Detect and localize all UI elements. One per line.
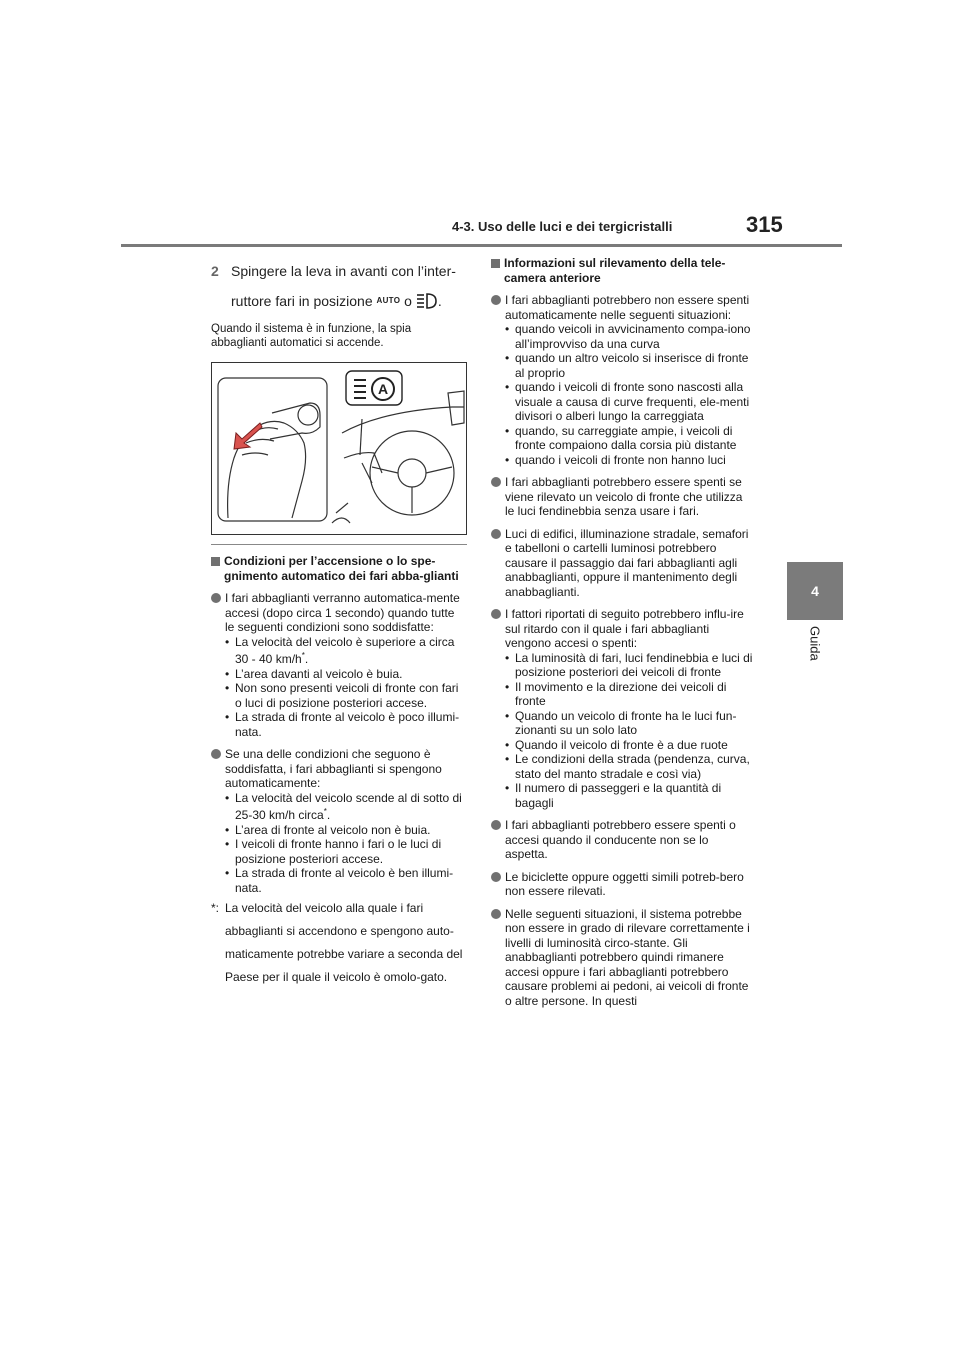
list-item: • quando, su carreggiate ampie, i veicoli di fronte compaiono dalla corsia più distante — [505, 424, 753, 453]
list-item: • La strada di fronte al veicolo è ben illumi-nata. — [225, 866, 467, 895]
high-beam-icon — [416, 290, 438, 320]
section-header-title: 4-3. Uso delle luci e dei tergicristalli — [452, 219, 673, 234]
footnote — [211, 897, 467, 989]
page-number: 315 — [746, 212, 783, 237]
list-item: • quando un altro veicolo si inserisce di fronte al proprio — [505, 351, 753, 380]
list-item: • Le condizioni della strada (pendenza, curva, stato del manto stradale e così via) — [505, 752, 753, 781]
chapter-label: Guida — [807, 625, 823, 661]
circle-bullet-icon — [491, 529, 501, 539]
step-note: Quando il sistema è in funzione, la spia abbaglianti automatici si accende. — [211, 323, 412, 349]
footnote-mark: *: — [211, 901, 220, 915]
list-item: • Quando un veicolo di fronte ha le luci fun-zionanti su un solo lato — [505, 709, 753, 738]
steering-lever-figure — [211, 362, 467, 535]
list-item: • Il numero di passeggeri e la quantità di bagagli — [505, 781, 753, 810]
conditions-on-list — [225, 635, 467, 740]
step-number: 2 — [211, 263, 219, 279]
circle-bullet-icon — [491, 872, 501, 882]
square-bullet-icon — [491, 259, 500, 268]
list-item: • La velocità del veicolo è superiore a circa 30 - 40 km/h*. — [225, 635, 467, 667]
circle-bullet-icon — [491, 820, 501, 830]
paragraph: Luci di edifici, illuminazione stradale, semafori e tabelloni o cartelli luminosi potrebbero causare il passaggio dai fari abbaglianti agli anabbaglianti, oppure il mantenimento degli anabbaglianti. — [491, 527, 753, 600]
chapter-tab: 4 — [787, 562, 843, 620]
conditions-off-list — [225, 791, 467, 896]
left-column — [211, 256, 467, 989]
paragraph: Le biciclette oppure oggetti simili potreb-bero non essere rilevati. — [491, 870, 753, 899]
circle-bullet-icon — [491, 909, 501, 919]
paragraph: I fari abbaglianti potrebbero non essere spenti automaticamente nelle seguenti situazioni: • quando veicoli in avvicinamento compa-iono all’improvviso da una curva • quando un altro veicolo si inserisce di fronte al proprio • quando i veicoli di fronte sono nascosti alla visuale a causa di curve frequenti, ele-menti divisori o alberi lungo la carreggiata • quando, su carreggiate ampie, i veicoli di fronte compaiono dalla corsia più distante • quando i veicoli di fronte non hanno luci — [491, 293, 753, 467]
list-item: • quando veicoli in avvicinamento compa-iono all’improvviso da una curva — [505, 322, 753, 351]
paragraph-auto-off: Se una delle condizioni che seguono è soddisfatta, i fari abbaglianti si spengono automaticamente: • La velocità del veicolo scende al di sotto di 25-30 km/h circa*. • L’area di fronte al veicolo non è buia. • I veicoli di fronte hanno i fari o le luci di posizione posteriori accese. • La strada di fronte al veicolo è ben illumi-nata. — [211, 747, 467, 895]
header-rule — [121, 244, 842, 247]
paragraph: I fattori riportati di seguito potrebbero influ-ire sul ritardo con il quale i fari abbaglianti vengono accesi o spenti: • La luminosità di fari, luci fendinebbia e luci di posizione posteriori dei veicoli di fronte • Il movimento e la direzione dei veicoli di fronte • Quando un veicolo di fronte ha le luci fun-zionanti su un solo lato • Quando il veicolo di fronte è a due ruote • Le condizioni della strada (pendenza, curva, stato del manto stradale e così via) • Il numero di passeggeri e la quantità di bagagli — [491, 607, 753, 810]
list-item: • La luminosità di fari, luci fendinebbia e luci di posizione posteriori dei veicoli di fronte — [505, 651, 753, 680]
paragraph: I fari abbaglianti potrebbero essere spenti se viene rilevato un veicolo di fronte che utilizza le luci fendinebbia senza usare i fari. — [491, 475, 753, 519]
section-heading-conditions: Condizioni per l’accensione o lo spe-gnimento automatico dei fari abba-glianti — [211, 554, 467, 583]
list-item: • Il movimento e la direzione dei veicoli di fronte — [505, 680, 753, 709]
circle-bullet-icon — [491, 609, 501, 619]
lever-illustration — [212, 363, 466, 534]
list-item: • Non sono presenti veicoli di fronte con fari o luci di posizione posteriori accese. — [225, 681, 467, 710]
list-item: • La strada di fronte al veicolo è poco illumi-nata. — [225, 710, 467, 739]
figure-icon-letter: A — [377, 381, 389, 397]
circle-bullet-icon — [211, 593, 221, 603]
list-item: • L’area davanti al veicolo è buia. — [225, 667, 467, 682]
section-heading-camera: Informazioni sul rilevamento della tele-camera anteriore — [491, 256, 753, 285]
step-2 — [211, 256, 467, 320]
circle-bullet-icon — [211, 749, 221, 759]
list-item: • La velocità del veicolo scende al di sotto di 25-30 km/h circa*. — [225, 791, 467, 823]
step-text: Spingere la leva in avanti con l’inter- ruttore fari in posizione $^{AUTO}$ o . — [231, 256, 456, 320]
situations-list — [505, 322, 753, 467]
list-item: • quando i veicoli di fronte non hanno luci — [505, 453, 753, 468]
list-item: • quando i veicoli di fronte sono nascosti alla visuale a causa di curve frequenti, ele-menti divisori o alberi lungo la carreggiata — [505, 380, 753, 424]
right-column — [491, 256, 753, 1008]
square-bullet-icon — [211, 557, 220, 566]
paragraph: I fari abbaglianti potrebbero essere spenti o accesi quando il conducente non se lo aspetta. — [491, 818, 753, 862]
figure-rule — [211, 544, 467, 545]
footnote-text: La velocità del veicolo alla quale i fari abbaglianti si accendono e spengono auto-maticamente potrebbe variare a seconda del Paese per il quale il veicolo è omolo-gato. — [225, 901, 463, 984]
paragraph-auto-on: I fari abbaglianti verranno automatica-mente accesi (dopo circa 1 secondo) quando tutte le seguenti condizioni sono soddisfatte: • La velocità del veicolo è superiore a circa 30 - 40 km/h*. • L’area davanti al veicolo è buia. • Non sono presenti veicoli di fronte con fari o luci di posizione posteriori accese. • La strada di fronte al veicolo è poco illumi-nata. — [211, 591, 467, 739]
list-item: • Quando il veicolo di fronte è a due ruote — [505, 738, 753, 753]
factors-list — [505, 651, 753, 811]
circle-bullet-icon — [491, 477, 501, 487]
paragraph: Nelle seguenti situazioni, il sistema potrebbe non essere in grado di rilevare correttamente i livelli di luminosità circo-stante. Gli anabbaglianti potrebbero quindi rimanere accesi oppure i fari abbaglianti potrebbero causare problemi ai pedoni, ai veicoli di fronte o altre persone. In questi — [491, 907, 753, 1009]
auto-symbol: AUTO — [376, 296, 401, 305]
circle-bullet-icon — [491, 295, 501, 305]
list-item: • I veicoli di fronte hanno i fari o le luci di posizione posteriori accese. — [225, 837, 467, 866]
list-item: • L’area di fronte al veicolo non è buia. — [225, 823, 467, 838]
